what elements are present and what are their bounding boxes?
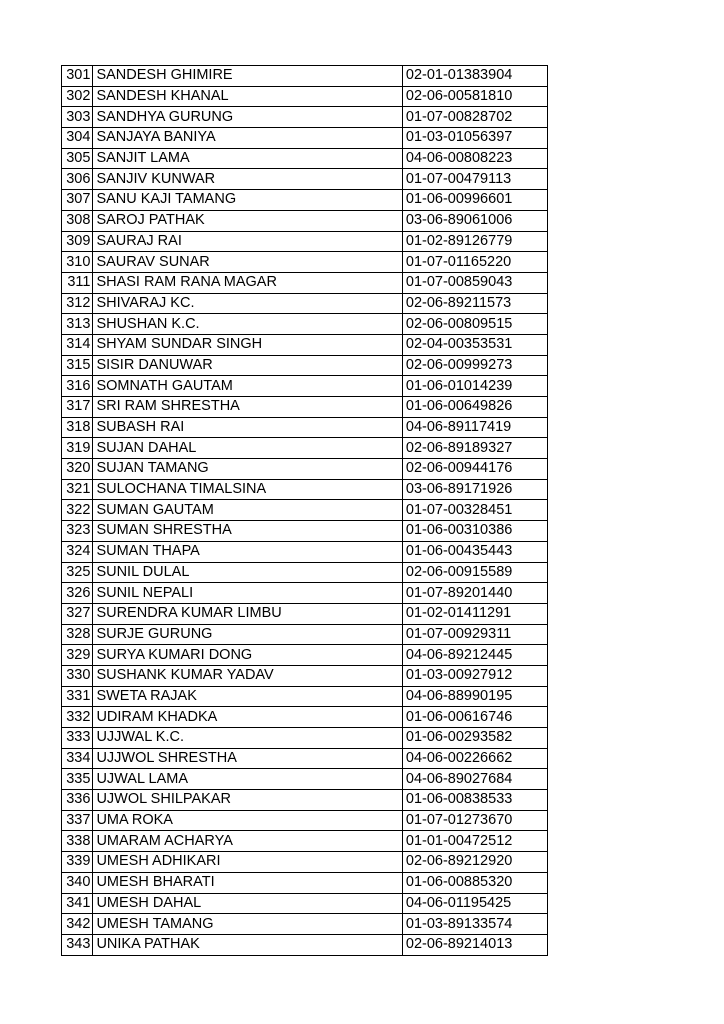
name-cell: UMARAM ACHARYA xyxy=(93,831,402,852)
table-row xyxy=(62,686,548,707)
name-cell: UJWOL SHILPAKAR xyxy=(93,790,402,811)
serial-number-cell: 338 xyxy=(62,831,93,852)
id-code-cell: 01-06-00616746 xyxy=(402,707,547,728)
serial-number-cell: 301 xyxy=(62,66,93,87)
id-code-cell: 02-06-00944176 xyxy=(402,459,547,480)
id-code-cell: 01-03-01056397 xyxy=(402,128,547,149)
serial-number-cell: 311 xyxy=(62,272,93,293)
serial-number-cell: 339 xyxy=(62,852,93,873)
name-cell: SUNIL NEPALI xyxy=(93,583,402,604)
name-cell: SHASI RAM RANA MAGAR xyxy=(93,272,402,293)
id-code-cell: 01-07-01165220 xyxy=(402,252,547,273)
table-row xyxy=(62,728,548,749)
name-cell: SANJAYA BANIYA xyxy=(93,128,402,149)
serial-number-cell: 302 xyxy=(62,86,93,107)
table-row xyxy=(62,66,548,87)
id-code-cell: 03-06-89171926 xyxy=(402,479,547,500)
table-row xyxy=(62,707,548,728)
id-code-cell: 04-06-00226662 xyxy=(402,748,547,769)
table-row xyxy=(62,231,548,252)
id-code-cell: 01-06-00293582 xyxy=(402,728,547,749)
id-code-cell: 01-02-01411291 xyxy=(402,603,547,624)
serial-number-cell: 318 xyxy=(62,417,93,438)
serial-number-cell: 315 xyxy=(62,355,93,376)
serial-number-cell: 323 xyxy=(62,521,93,542)
table-row xyxy=(62,562,548,583)
roster-body xyxy=(62,66,548,956)
id-code-cell: 04-06-89212445 xyxy=(402,645,547,666)
id-code-cell: 01-07-01273670 xyxy=(402,810,547,831)
serial-number-cell: 313 xyxy=(62,314,93,335)
id-code-cell: 03-06-89061006 xyxy=(402,210,547,231)
id-code-cell: 04-06-89027684 xyxy=(402,769,547,790)
table-row xyxy=(62,376,548,397)
id-code-cell: 02-06-89211573 xyxy=(402,293,547,314)
name-cell: SRI RAM SHRESTHA xyxy=(93,397,402,418)
name-cell: SUJAN TAMANG xyxy=(93,459,402,480)
name-cell: SAURAJ RAI xyxy=(93,231,402,252)
table-row xyxy=(62,748,548,769)
table-row xyxy=(62,314,548,335)
table-row xyxy=(62,521,548,542)
table-row xyxy=(62,769,548,790)
name-cell: SANU KAJI TAMANG xyxy=(93,190,402,211)
name-cell: SUJAN DAHAL xyxy=(93,438,402,459)
name-cell: SANJIV KUNWAR xyxy=(93,169,402,190)
name-cell: SWETA RAJAK xyxy=(93,686,402,707)
name-cell: UJWAL LAMA xyxy=(93,769,402,790)
table-row xyxy=(62,479,548,500)
name-cell: SANJIT LAMA xyxy=(93,148,402,169)
id-code-cell: 02-06-00581810 xyxy=(402,86,547,107)
table-row xyxy=(62,169,548,190)
table-row xyxy=(62,810,548,831)
serial-number-cell: 305 xyxy=(62,148,93,169)
id-code-cell: 02-06-00915589 xyxy=(402,562,547,583)
serial-number-cell: 304 xyxy=(62,128,93,149)
id-code-cell: 01-07-00479113 xyxy=(402,169,547,190)
serial-number-cell: 329 xyxy=(62,645,93,666)
serial-number-cell: 333 xyxy=(62,728,93,749)
name-cell: SHUSHAN K.C. xyxy=(93,314,402,335)
table-row xyxy=(62,603,548,624)
id-code-cell: 01-07-00859043 xyxy=(402,272,547,293)
serial-number-cell: 322 xyxy=(62,500,93,521)
id-code-cell: 02-01-01383904 xyxy=(402,66,547,87)
id-code-cell: 04-06-88990195 xyxy=(402,686,547,707)
id-code-cell: 01-03-89133574 xyxy=(402,914,547,935)
table-row xyxy=(62,893,548,914)
name-cell: SAURAV SUNAR xyxy=(93,252,402,273)
table-row xyxy=(62,645,548,666)
serial-number-cell: 319 xyxy=(62,438,93,459)
name-cell: UJJWAL K.C. xyxy=(93,728,402,749)
name-cell: SANDESH GHIMIRE xyxy=(93,66,402,87)
name-cell: UMESH TAMANG xyxy=(93,914,402,935)
table-row xyxy=(62,459,548,480)
id-code-cell: 01-07-00929311 xyxy=(402,624,547,645)
serial-number-cell: 324 xyxy=(62,541,93,562)
table-row xyxy=(62,210,548,231)
serial-number-cell: 326 xyxy=(62,583,93,604)
table-row xyxy=(62,831,548,852)
id-code-cell: 01-06-00885320 xyxy=(402,872,547,893)
id-code-cell: 01-07-00328451 xyxy=(402,500,547,521)
name-cell: UMESH ADHIKARI xyxy=(93,852,402,873)
name-cell: UNIKA PATHAK xyxy=(93,934,402,955)
serial-number-cell: 342 xyxy=(62,914,93,935)
table-row xyxy=(62,852,548,873)
serial-number-cell: 321 xyxy=(62,479,93,500)
table-row xyxy=(62,417,548,438)
serial-number-cell: 341 xyxy=(62,893,93,914)
id-code-cell: 04-06-01195425 xyxy=(402,893,547,914)
serial-number-cell: 331 xyxy=(62,686,93,707)
id-code-cell: 02-06-89214013 xyxy=(402,934,547,955)
serial-number-cell: 308 xyxy=(62,210,93,231)
id-code-cell: 01-06-00996601 xyxy=(402,190,547,211)
id-code-cell: 04-06-00808223 xyxy=(402,148,547,169)
name-cell: SULOCHANA TIMALSINA xyxy=(93,479,402,500)
name-cell: UDIRAM KHADKA xyxy=(93,707,402,728)
name-cell: SOMNATH GAUTAM xyxy=(93,376,402,397)
serial-number-cell: 307 xyxy=(62,190,93,211)
table-row xyxy=(62,872,548,893)
serial-number-cell: 316 xyxy=(62,376,93,397)
name-cell: UMESH DAHAL xyxy=(93,893,402,914)
serial-number-cell: 335 xyxy=(62,769,93,790)
serial-number-cell: 306 xyxy=(62,169,93,190)
table-row xyxy=(62,128,548,149)
id-code-cell: 01-06-00838533 xyxy=(402,790,547,811)
name-cell: UMESH BHARATI xyxy=(93,872,402,893)
name-cell: SHIVARAJ KC. xyxy=(93,293,402,314)
id-code-cell: 02-04-00353531 xyxy=(402,334,547,355)
serial-number-cell: 314 xyxy=(62,334,93,355)
name-cell: SURJE GURUNG xyxy=(93,624,402,645)
name-cell: SANDHYA GURUNG xyxy=(93,107,402,128)
name-cell: SAROJ PATHAK xyxy=(93,210,402,231)
serial-number-cell: 320 xyxy=(62,459,93,480)
id-code-cell: 01-02-89126779 xyxy=(402,231,547,252)
serial-number-cell: 327 xyxy=(62,603,93,624)
table-row xyxy=(62,397,548,418)
serial-number-cell: 334 xyxy=(62,748,93,769)
id-code-cell: 01-03-00927912 xyxy=(402,665,547,686)
id-code-cell: 01-06-00649826 xyxy=(402,397,547,418)
serial-number-cell: 310 xyxy=(62,252,93,273)
table-row xyxy=(62,107,548,128)
serial-number-cell: 312 xyxy=(62,293,93,314)
table-row xyxy=(62,934,548,955)
table-row xyxy=(62,272,548,293)
table-row xyxy=(62,190,548,211)
serial-number-cell: 340 xyxy=(62,872,93,893)
table-row xyxy=(62,624,548,645)
serial-number-cell: 343 xyxy=(62,934,93,955)
id-code-cell: 01-07-89201440 xyxy=(402,583,547,604)
table-row xyxy=(62,355,548,376)
name-cell: SUSHANK KUMAR YADAV xyxy=(93,665,402,686)
name-cell: SUMAN SHRESTHA xyxy=(93,521,402,542)
name-cell: UJJWOL SHRESTHA xyxy=(93,748,402,769)
roster-table xyxy=(61,65,548,956)
table-row xyxy=(62,86,548,107)
id-code-cell: 04-06-89117419 xyxy=(402,417,547,438)
table-row xyxy=(62,914,548,935)
id-code-cell: 02-06-89189327 xyxy=(402,438,547,459)
serial-number-cell: 325 xyxy=(62,562,93,583)
name-cell: SISIR DANUWAR xyxy=(93,355,402,376)
serial-number-cell: 328 xyxy=(62,624,93,645)
table-row xyxy=(62,665,548,686)
serial-number-cell: 337 xyxy=(62,810,93,831)
serial-number-cell: 317 xyxy=(62,397,93,418)
name-cell: SHYAM SUNDAR SINGH xyxy=(93,334,402,355)
serial-number-cell: 332 xyxy=(62,707,93,728)
name-cell: UMA ROKA xyxy=(93,810,402,831)
id-code-cell: 01-06-00310386 xyxy=(402,521,547,542)
name-cell: SUNIL DULAL xyxy=(93,562,402,583)
name-cell: SURENDRA KUMAR LIMBU xyxy=(93,603,402,624)
id-code-cell: 02-06-89212920 xyxy=(402,852,547,873)
serial-number-cell: 309 xyxy=(62,231,93,252)
name-cell: SURYA KUMARI DONG xyxy=(93,645,402,666)
id-code-cell: 01-06-00435443 xyxy=(402,541,547,562)
serial-number-cell: 330 xyxy=(62,665,93,686)
name-cell: SUMAN GAUTAM xyxy=(93,500,402,521)
id-code-cell: 02-06-00999273 xyxy=(402,355,547,376)
table-row xyxy=(62,293,548,314)
table-row xyxy=(62,541,548,562)
table-row xyxy=(62,334,548,355)
id-code-cell: 01-07-00828702 xyxy=(402,107,547,128)
name-cell: SUBASH RAI xyxy=(93,417,402,438)
table-row xyxy=(62,500,548,521)
name-cell: SANDESH KHANAL xyxy=(93,86,402,107)
table-row xyxy=(62,438,548,459)
table-row xyxy=(62,148,548,169)
id-code-cell: 01-01-00472512 xyxy=(402,831,547,852)
id-code-cell: 01-06-01014239 xyxy=(402,376,547,397)
id-code-cell: 02-06-00809515 xyxy=(402,314,547,335)
serial-number-cell: 303 xyxy=(62,107,93,128)
table-row xyxy=(62,583,548,604)
table-row xyxy=(62,790,548,811)
table-row xyxy=(62,252,548,273)
name-cell: SUMAN THAPA xyxy=(93,541,402,562)
serial-number-cell: 336 xyxy=(62,790,93,811)
